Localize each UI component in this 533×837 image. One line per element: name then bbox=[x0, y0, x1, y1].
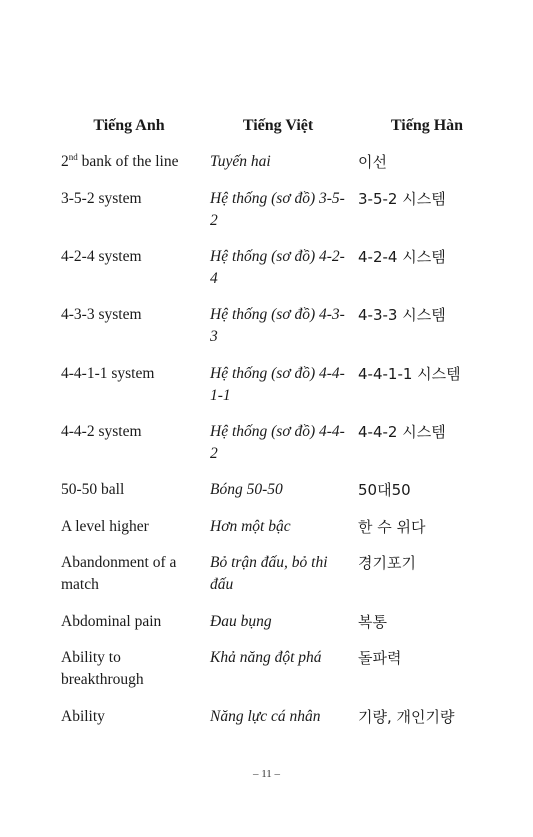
header-english: Tiếng Anh bbox=[93, 117, 165, 134]
term-korean: 50대50 bbox=[358, 481, 411, 499]
term-english: 4-3-3 system bbox=[61, 306, 142, 323]
term-vietnamese: Hệ thống (sơ đồ) 4-2-4 bbox=[210, 248, 345, 287]
term-korean: 3-5-2 시스템 bbox=[358, 190, 446, 208]
term-korean: 이선 bbox=[358, 153, 387, 171]
term-korean: 4-2-4 시스템 bbox=[358, 248, 446, 266]
page-number: – 11 – bbox=[252, 768, 281, 780]
term-korean: 경기포기 bbox=[358, 554, 416, 572]
term-korean: 돌파력 bbox=[358, 649, 402, 667]
term-vietnamese: Hệ thống (sơ đồ) 4-3-3 bbox=[210, 306, 345, 345]
term-english: A level higher bbox=[61, 518, 149, 535]
term-vietnamese: Tuyến hai bbox=[210, 153, 271, 170]
term-english-rest: bank of the line bbox=[77, 153, 179, 170]
term-english: Ability bbox=[61, 708, 105, 725]
term-vietnamese: Bóng 50-50 bbox=[210, 481, 283, 498]
term-english: Abandonment of a match bbox=[61, 554, 177, 593]
term-english: 50-50 ball bbox=[61, 481, 125, 498]
table-header bbox=[0, 116, 533, 138]
term-english-ordinal: 2 bbox=[61, 153, 69, 170]
term-korean: 4-4-1-1 시스템 bbox=[358, 365, 461, 383]
term-vietnamese: Hệ thống (sơ đồ) 4-4-2 bbox=[210, 423, 345, 462]
term-english: Ability to breakthrough bbox=[61, 649, 144, 688]
term-english-ordinal-suffix: nd bbox=[68, 151, 78, 162]
term-english: Abdominal pain bbox=[61, 613, 162, 630]
term-korean: 한 수 위다 bbox=[358, 518, 426, 536]
term-korean: 4-4-2 시스템 bbox=[358, 423, 446, 441]
term-vietnamese: Hệ thống (sơ đồ) 3-5-2 bbox=[210, 190, 345, 229]
term-vietnamese: Đau bụng bbox=[210, 613, 272, 630]
term-korean: 기량, 개인기량 bbox=[358, 708, 455, 726]
term-english bbox=[61, 151, 201, 173]
term-english: 4-4-2 system bbox=[61, 423, 142, 440]
header-vietnamese: Tiếng Việt bbox=[242, 117, 314, 134]
term-vietnamese: Hệ thống (sơ đồ) 4-4-1-1 bbox=[210, 365, 345, 404]
header-korean: Tiếng Hàn bbox=[390, 117, 464, 134]
term-vietnamese: Khả năng đột phá bbox=[210, 649, 322, 666]
term-vietnamese: Bỏ trận đấu, bỏ thi đấu bbox=[210, 554, 328, 593]
term-korean: 복통 bbox=[358, 613, 387, 631]
term-vietnamese: Hơn một bậc bbox=[210, 518, 291, 535]
term-english: 4-2-4 system bbox=[61, 248, 142, 265]
term-korean: 4-3-3 시스템 bbox=[358, 306, 446, 324]
term-english: 4-4-1-1 system bbox=[61, 365, 155, 382]
term-english: 3-5-2 system bbox=[61, 190, 142, 207]
term-vietnamese: Năng lực cá nhân bbox=[210, 708, 321, 725]
